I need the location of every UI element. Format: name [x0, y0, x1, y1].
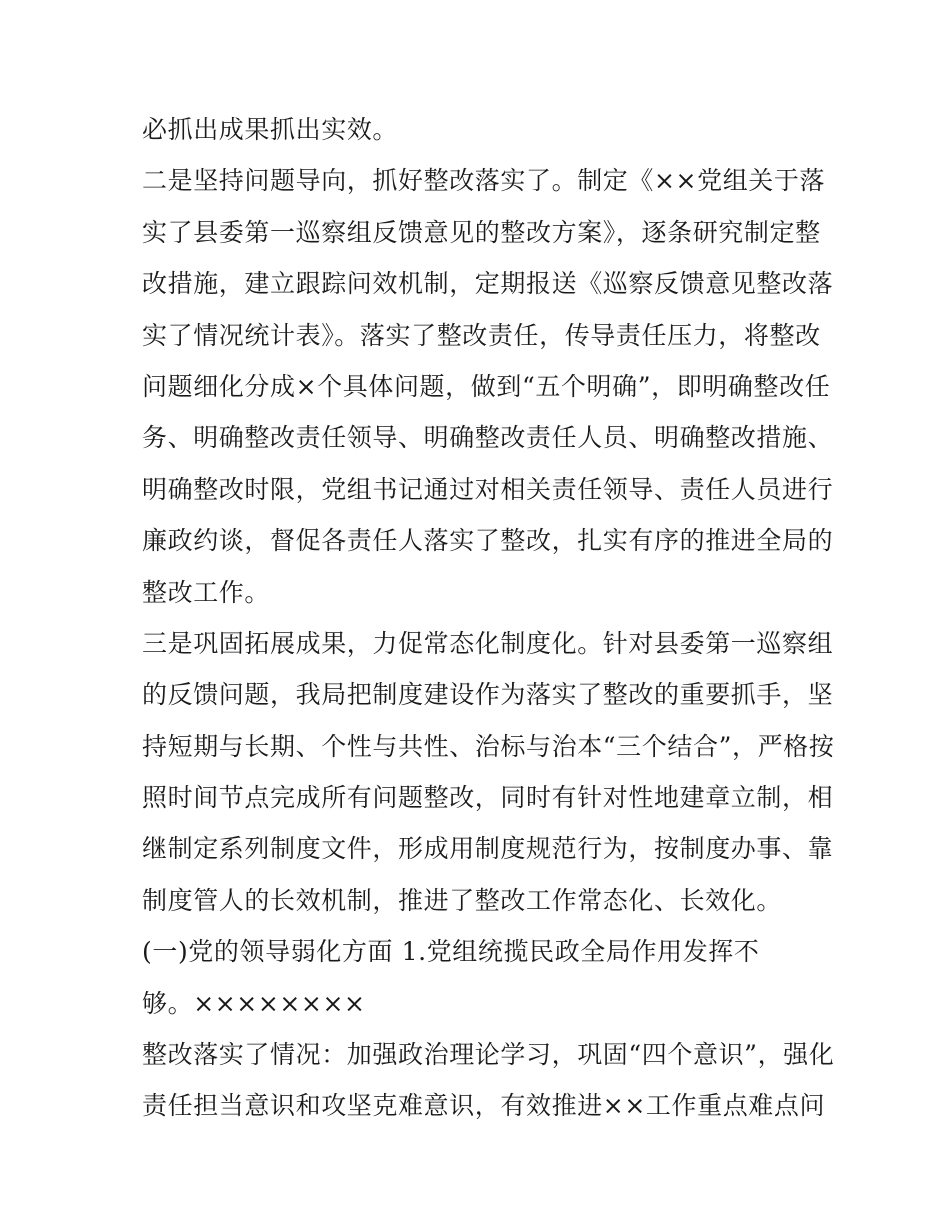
- text-line: 制度管人的长效机制，推进了整改工作常态化、长效化。: [142, 885, 783, 915]
- text-line: 必抓出成果抓出实效。: [142, 115, 399, 144]
- text-line: 明确整改时限，党组书记通过对相关责任领导、责任人员进行: [142, 474, 834, 504]
- body-text: [142, 104, 835, 1132]
- text-line: 照时间节点完成所有问题整改，同时有针对性地建章立制，相: [142, 783, 834, 813]
- text-line: 整改落实了情况：加强政治理论学习，巩固“四个意识”，强化: [142, 1040, 835, 1070]
- text-line: 问题细化分成×个具体问题，做到“五个明确”，即明确整改任: [142, 371, 831, 401]
- text-line: 三是巩固拓展成果，力促常态化制度化。针对县委第一巡察组: [142, 628, 834, 658]
- text-line: 够。××××××××: [142, 988, 366, 1018]
- text-line: 的反馈问题，我局把制度建设作为落实了整改的重要抓手，坚: [142, 680, 834, 710]
- text-line: 实了情况统计表》。落实了整改责任，传导责任压力，将整改: [142, 320, 821, 350]
- text-line: 责任担当意识和攻坚克难意识，有效推进××工作重点难点问: [142, 1091, 826, 1121]
- text-line: 实了县委第一巡察组反馈意见的整改方案》，逐条研究制定整: [142, 217, 821, 247]
- text-line: 整改工作。: [142, 577, 271, 607]
- text-line: 继制定系列制度文件，形成用制度规范行为，按制度办事、靠: [142, 834, 834, 864]
- text-line: 务、明确整改责任领导、明确整改责任人员、明确整改措施、: [142, 423, 834, 453]
- text-line: 廉政约谈，督促各责任人落实了整改，扎实有序的推进全局的: [142, 526, 834, 556]
- text-line: 二是坚持问题导向，抓好整改落实了。制定《××党组关于落: [142, 166, 826, 196]
- text-line: 持短期与长期、个性与共性、治标与治本“三个结合”，严格按: [142, 731, 835, 761]
- text-line: (一)党的领导弱化方面 1.党组统揽民政全局作用发挥不: [142, 937, 760, 967]
- text-line: 改措施，建立跟踪问效机制，定期报送《巡察反馈意见整改落: [142, 269, 834, 299]
